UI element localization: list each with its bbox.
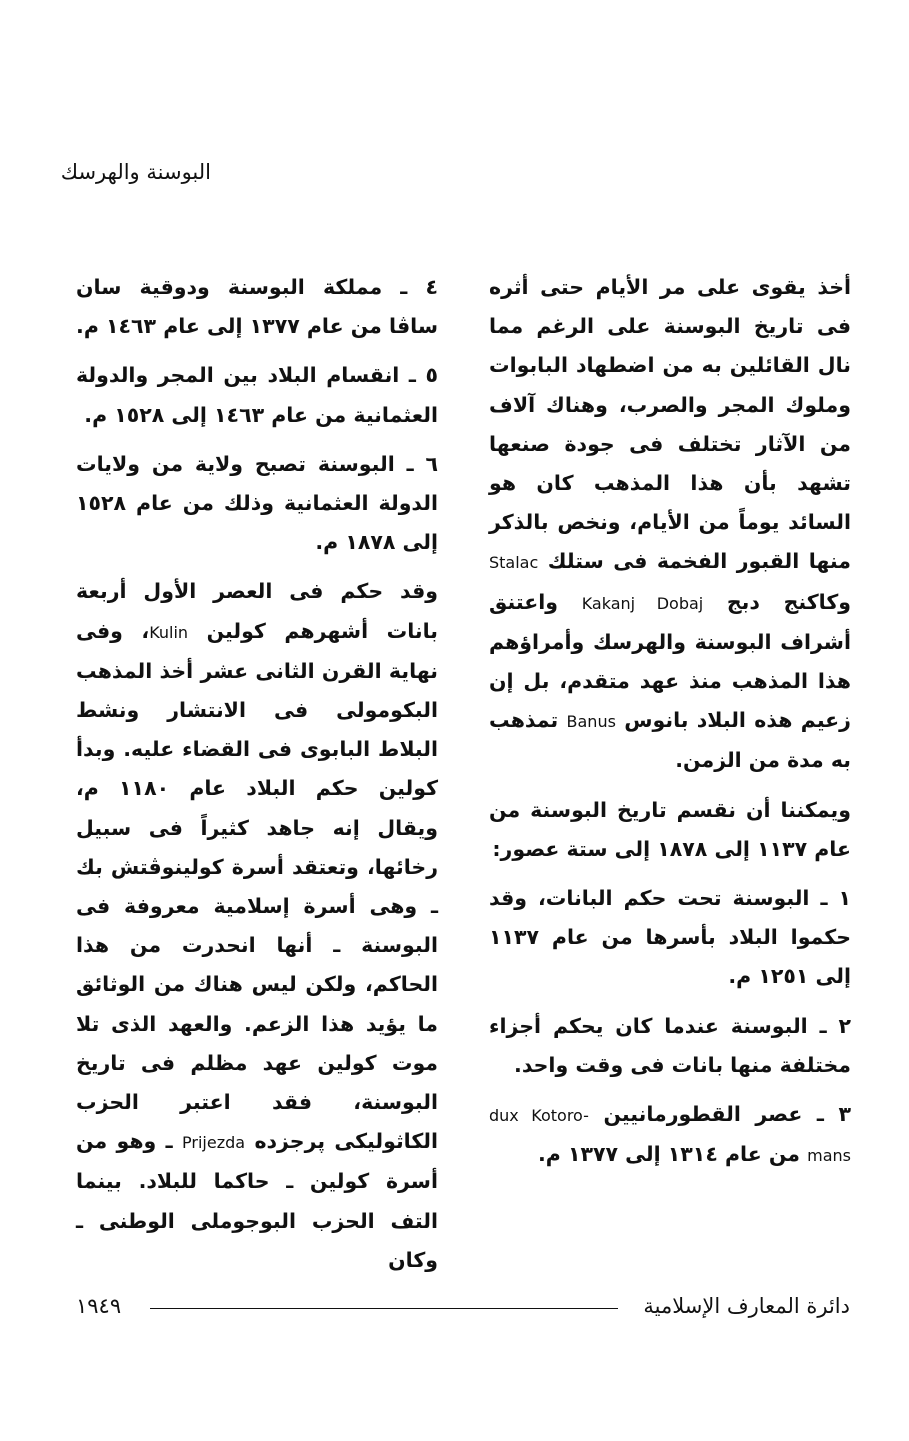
paragraph-text: وكاكنج دبج (726, 589, 852, 614)
paragraph-text: واعتنق أشراف البوسنة والهرسك وأمراؤهم هذا المذهب منذ عهد متقدم، بل إن زعيم هذه البلاد بانوس (489, 589, 851, 733)
list-item-period-3 (489, 1095, 851, 1175)
paragraph-text: وقد حكم فى العصر الأول أربعة بانات أشهرهم كولين (76, 579, 438, 643)
latin-term-kotoromans: dux Kotoro-mans (489, 1106, 851, 1166)
list-item-period-4: ٤ ـ مملكة البوسنة ودوقية سان ساڤا من عام ١٣٧٧ إلى عام ١٤٦٣ م. (76, 275, 438, 339)
paragraph-text: ـ وهو من أسرة كولين ـ حاكما للبلاد. بينما التف الحزب البوجوملى الوطنى ـ وكان (76, 1129, 438, 1272)
paragraph-text: تمذهب به مدة من الزمن. (489, 708, 851, 773)
footer-title: دائرة المعارف الإسلامية (643, 1294, 850, 1318)
latin-term-kulin: Kulin (149, 622, 189, 642)
list-item-text: ٣ ـ عصر القطورمانيين (603, 1102, 851, 1127)
paragraph-text: ، وفى نهاية القرن الثانى عشر أخذ المذهب البكومولى فى الانتشار ونشط البلاط البابوى فى القضاء عليه. وبدأ كولين حكم البلاد عام ١١٨٠ م، ويقال إنه جاهد كثيراً فى سبيل رخائها، وتعتقد أسرة كولينوڤتش بك ـ وهى أسرة إسلامية معروفة فى البوسنة ـ أنها انحدرت من هذا الحاكم، ولكن ليس هناك من الوثائق ما يؤيد هذا الزعم. والعهد الذى تلا موت كولين عهد مظلم فى تاريخ البوسنة، فقد اعتبر الحزب الكاثوليكى پرجزده (76, 618, 439, 1154)
running-header: البوسنة والهرسك (60, 160, 211, 184)
paragraph-text: أخذ يقوى على مر الأيام حتى أثره فى تاريخ البوسنة على الرغم مما نال القائلين به من اضطهاد البابوات وملوك المجر والصرب، وهناك آلاف من الآثار تختلف فى جودة صنعها تشهد بأن هذا المذهب كان هو السائد يوماً من الأيام، ونخص بالذكر منها القبور الفخمة فى ستلك (489, 275, 851, 574)
latin-term-kakanj-dobaj: Kakanj Dobaj (581, 593, 704, 613)
latin-term-banus: Banus (566, 712, 616, 732)
list-item-period-5: ٥ ـ انقسام البلاد بين المجر والدولة العثمانية من عام ١٤٦٣ إلى ١٥٢٨ م. (76, 363, 438, 427)
list-item-text: من عام ١٣١٤ إلى ١٣٧٧ م. (538, 1142, 800, 1167)
paragraph-bogomil-monuments (489, 268, 851, 781)
page-footer (76, 1294, 850, 1324)
list-item-period-1: ١ ـ البوسنة تحت حكم البانات، وقد حكموا البلاد بأسرها من عام ١١٣٧ إلى ١٢٥١ م. (489, 886, 851, 989)
paragraph-kulin-rule (76, 572, 438, 1280)
latin-term-prijezda: Prijezda (182, 1133, 246, 1153)
paragraph-periods-intro: ويمكننا أن نقسم تاريخ البوسنة من عام ١١٣٧ إلى ١٨٧٨ إلى ستة عصور: (489, 797, 851, 861)
latin-term-stalac: Stalac (489, 553, 539, 573)
right-column (489, 268, 851, 1185)
list-item-period-2: ٢ ـ البوسنة عندما كان يحكم أجزاء مختلفة منها بانات فى وقت واحد. (489, 1013, 851, 1077)
left-column (76, 268, 438, 1290)
page-number: ١٩٤٩ (76, 1294, 122, 1318)
footer-rule (150, 1308, 618, 1309)
list-item-period-6: ٦ ـ البوسنة تصبح ولاية من ولايات الدولة العثمانية وذلك من عام ١٥٢٨ إلى ١٨٧٨ م. (76, 451, 438, 555)
